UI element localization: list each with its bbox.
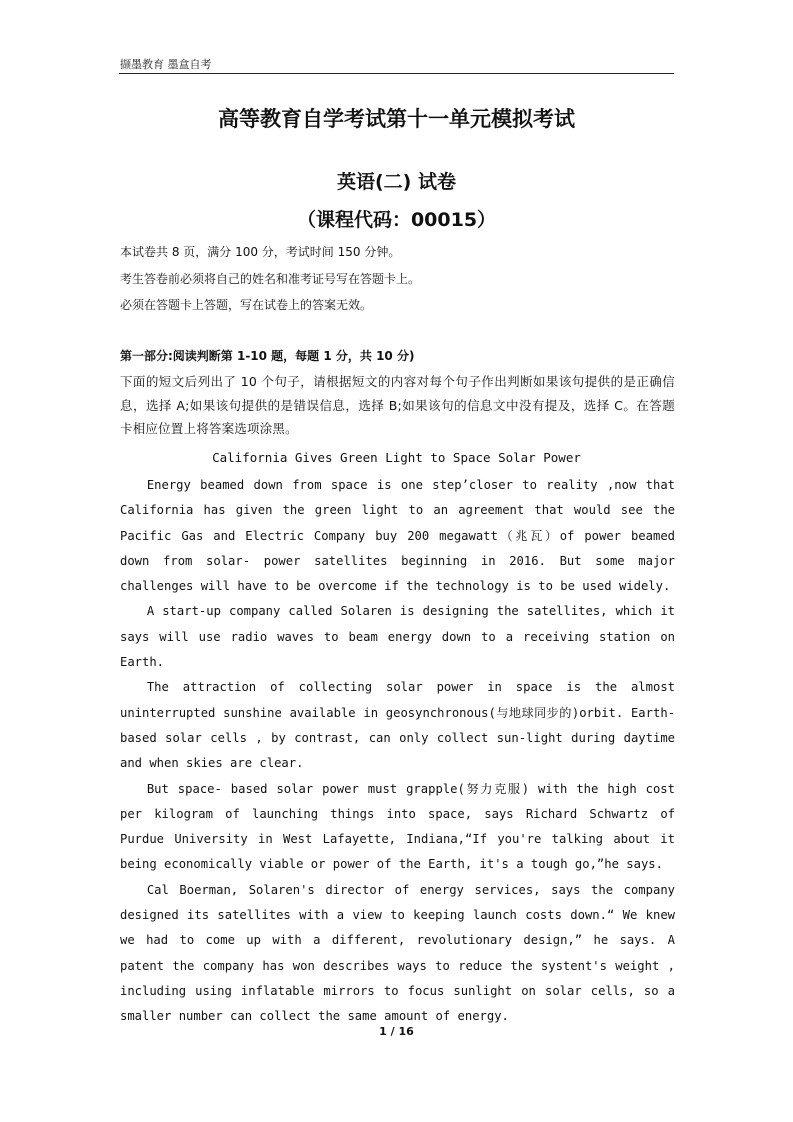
- header-divider: [119, 73, 674, 74]
- course-code: （课程代码：00015）: [296, 209, 497, 231]
- exam-subtitle: 英语(二) 试卷: [337, 171, 456, 193]
- section-instructions: 下面的短文后列出了 10 个句子，请根据短文的内容对每个句子作出判断如果该句提供的是正确信息，选择 A;如果该句提供的是错误信息，选择 B;如果该句的信息文中没有提及，选择 C。在答题卡相应位置上将答案选项涂黑。: [120, 374, 675, 436]
- exam-note: 考生答卷前必须将自己的姓名和准考证号写在答题卡上。: [120, 272, 421, 286]
- exam-title: 高等教育自学考试第十一单元模拟考试: [218, 107, 575, 131]
- passage-title: California Gives Green Light to Space Solar Power: [212, 450, 581, 465]
- page-number: 1 / 16: [379, 1025, 414, 1038]
- header-brand: 撷墨教育 墨盒自考: [120, 58, 212, 71]
- passage-paragraph: Cal Boerman, Solaren's director of energy services, says the company designed its satellites with a view to keeping launch costs down.“ We knew we had to come up with a different, revolutionary design,” he says. A patent the company has won describes ways to reduce the systent's weight , including using inflatable mirrors to focus sunlight on solar cells, so a smaller number can collect the same amount of energy.: [120, 882, 675, 1024]
- passage-body: [120, 473, 675, 1030]
- passage-paragraph: But space- based solar power must grapple(努力克服) with the high cost per kilogram of launching things into space, says Richard Schwartz of Purdue University in West Lafayette, Indiana,“If you're talking about it being economically viable or power of the Earth, it's a tough go,”he says.: [120, 781, 675, 872]
- exam-note: 必须在答题卡上答题，写在试卷上的答案无效。: [120, 298, 373, 312]
- passage-paragraph: The attraction of collecting solar power in space is the almost uninterrupted sunshine available in geosynchronous(与地球同步的)orbit. Earth- based solar cells , by contrast, can only collect sun-light during daytime and when skies are clear.: [120, 680, 675, 771]
- exam-note: 本试卷共 8 页，满分 100 分，考试时间 150 分钟。: [120, 245, 401, 259]
- passage-paragraph: Energy beamed down from space is one step’closer to reality ,now that California has given the green light to an agreement that would see the Pacific Gas and Electric Company buy 200 megawatt（兆瓦）of power beamed down from solar- power satellites beginning in 2016. But some major challenges will have to be overcome if the technology is to be used widely.: [120, 478, 675, 594]
- passage-paragraph: A start-up company called Solaren is designing the satellites, which it says will use radio waves to beam energy down to a receiving station on Earth.: [120, 604, 675, 670]
- section-heading: 第一部分:阅读判断第 1-10 题，每题 1 分，共 10 分): [120, 349, 415, 363]
